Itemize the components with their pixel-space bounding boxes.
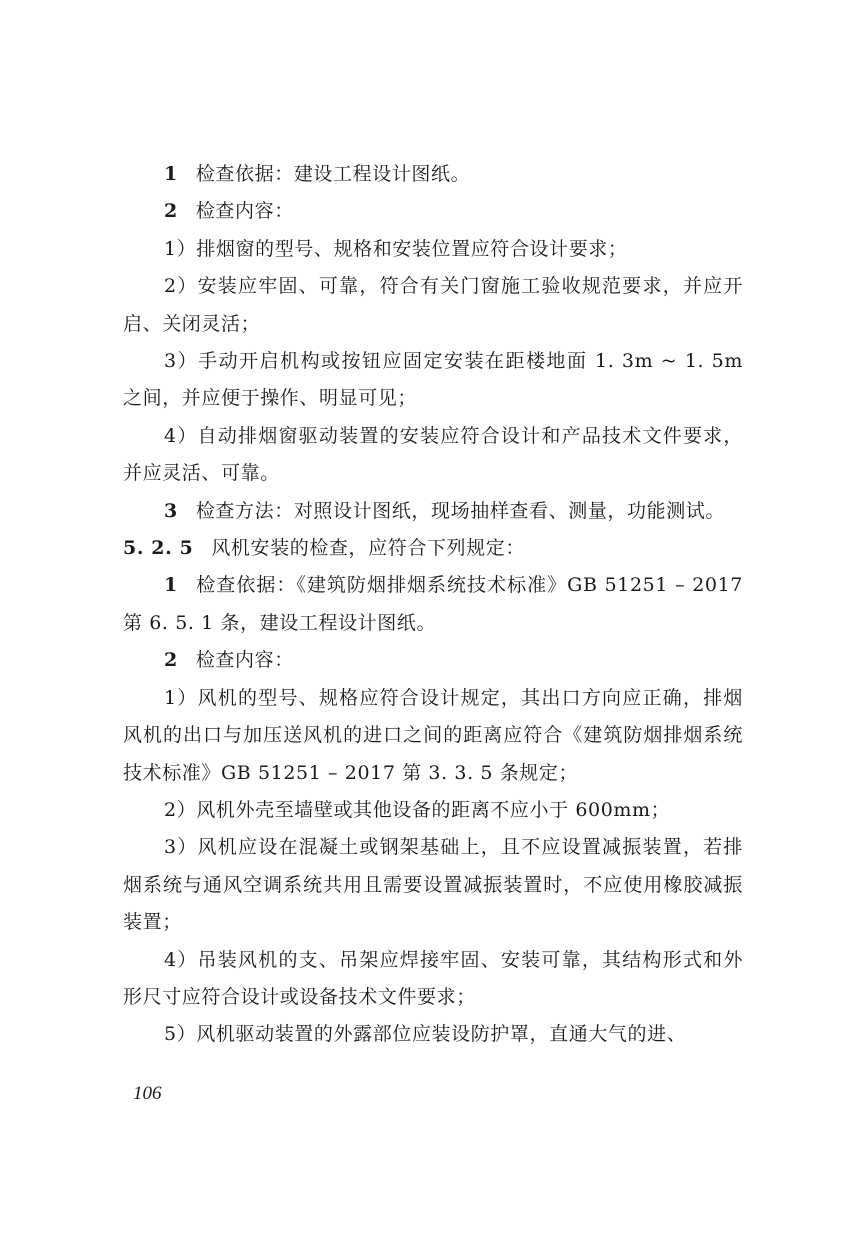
item-number: 3: [164, 499, 178, 522]
item-number: 2: [164, 649, 178, 672]
sub-item-3: 3）手动开启机构或按钮应固定安装在距楼地面 1. 3m ~ 1. 5m 之间，并应便于操作、明显可见；: [123, 350, 743, 410]
check-item-1-basis: [123, 567, 743, 642]
check-item-2-content: [123, 642, 743, 679]
sub-item-4: 4）吊装风机的支、吊架应焊接牢固、安装可靠，其结构形式和外形尺寸应符合设计或设备技术文件要求；: [123, 948, 743, 1008]
item-text: 检查依据：《建筑防烟排烟系统技术标准》GB 51251 – 2017 第 6. 5. 1 条，建设工程设计图纸。: [123, 574, 743, 634]
sub-item-1: 1）排烟窗的型号、规格和安装位置应符合设计要求；: [164, 237, 628, 260]
item-number: 1: [164, 574, 178, 597]
sub-item-4: 4）自动排烟窗驱动装置的安装应符合设计和产品技术文件要求，并应灵活、可靠。: [123, 424, 743, 485]
body-text: [123, 156, 743, 1054]
item-text: 检查内容：: [195, 649, 294, 672]
sub-item-3: 3）风机应设在混凝土或钢架基础上，且不应设置减振装置，若排烟系统与通风空调系统共用且需要设置减振装置时，不应使用橡胶减振装置；: [123, 836, 743, 934]
item-text: 检查方法：对照设计图纸，现场抽样查看、测量，功能测试。: [195, 499, 726, 522]
item-number: 2: [164, 200, 178, 223]
clause-text: 风机安装的检查，应符合下列规定：: [211, 537, 525, 560]
sub-item-1: 1）风机的型号、规格应符合设计规定，其出口方向应正确，排烟风机的出口与加压送风机的进口之间的距离应符合《建筑防烟排烟系统技术标准》GB 51251 – 2017 第 3. 3. 5 条规定；: [123, 686, 743, 784]
check-item-3-method: [123, 493, 743, 530]
clause-number: 5. 2. 5: [123, 537, 194, 560]
page-number: 106: [133, 1083, 162, 1104]
clause-5-2-5: [123, 530, 743, 567]
check-item-1-basis: [123, 156, 743, 193]
item-number: 1: [164, 163, 178, 185]
sub-item-5: 5）风机驱动装置的外露部位应装设防护罩，直通大气的进、: [164, 1023, 687, 1046]
item-text: 检查依据：建设工程设计图纸。: [195, 163, 471, 185]
sub-item-2: 2）风机外壳至墙壁或其他设备的距离不应小于 600mm；: [164, 798, 671, 821]
check-item-2-content: [123, 193, 743, 230]
item-text: 检查内容：: [195, 200, 294, 223]
sub-item-2: 2）安装应牢固、可靠，符合有关门窗施工验收规范要求，并应开启、关闭灵活；: [123, 275, 743, 335]
